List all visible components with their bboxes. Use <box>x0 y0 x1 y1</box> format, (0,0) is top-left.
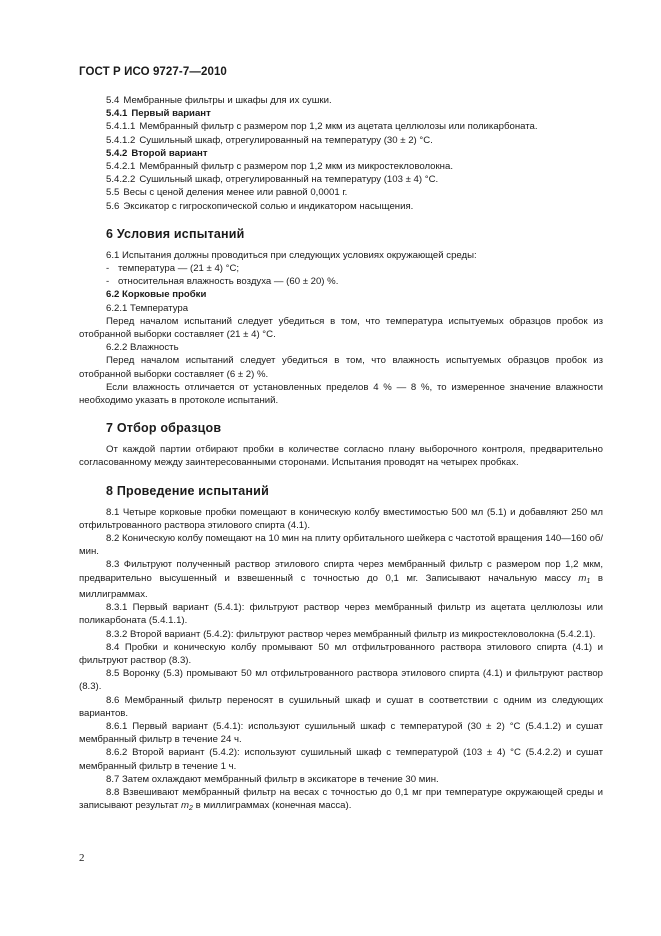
clause-8-6: 8.6 Мембранный фильтр переносят в сушильный шкаф и сушат в соответствии с одним из следующих вариантов. <box>79 694 603 719</box>
clause-8-4: 8.4 Пробки и коническую колбу промывают 50 мл отфильтрованного раствора этилового спирта (4.1) и фильтруют раствор (8.3). <box>79 641 603 666</box>
clause-6-2-1-heading: 6.2.1 Температура <box>106 302 189 314</box>
clause-number: 5.4.2.1 <box>106 161 136 173</box>
clause-number: 5.4.1.2 <box>106 134 136 146</box>
section-5-list <box>79 94 603 213</box>
clause-number: 5.4.2 <box>106 147 128 159</box>
clause-8-8-text: 8.8 Взвешивают мембранный фильтр на весах с точностью до 0,1 мг при температуре окружающей среды и записывают результат <box>79 786 603 812</box>
clause-8-8-tail: в миллиграммах (конечная масса). <box>192 800 352 812</box>
clause-5-4-2 <box>79 147 603 160</box>
mass-subscript: 1 <box>586 577 591 585</box>
section-7-text: От каждой партии отбирают пробки в количестве согласно плану выборочного контроля, предварительно согласованному между заинтересованными сторонами. Испытания проводят на четырех пробках. <box>79 444 603 469</box>
clause-number: 5.4 <box>106 95 120 106</box>
clause-6-2-heading: 6.2 Корковые пробки <box>106 289 207 301</box>
mass-variable: m <box>578 572 587 584</box>
clause-6-2-2-note: Если влажность отличается от установленных пределов 4 % — 8 %, то измеренное значение влажности необходимо указать в протоколе испытаний. <box>79 381 603 407</box>
clause-text: Сушильный шкаф, отрегулированный на температуру (30 ± 2) °С. <box>139 134 433 146</box>
clause-8-3-tail: в миллиграммах. <box>79 572 603 600</box>
clause-5-6 <box>79 200 603 213</box>
clause-5-4-2-1 <box>79 160 603 173</box>
page-header: ГОСТ Р ИСО 9727-7—2010 <box>79 66 227 78</box>
clause-text: Второй вариант <box>131 147 208 159</box>
clause-text: Сушильный шкаф, отрегулированный на температуру (103 ± 4) °С. <box>139 174 439 186</box>
section-8-title: 8 Проведение испытаний <box>106 483 269 498</box>
mass-variable: m <box>181 800 190 812</box>
clause-8-6-1: 8.6.1 Первый вариант (5.4.1): используют сушильный шкаф с температурой (30 ± 2) °С (5.4.1.2) и сушат мембранный фильтр в течение 24 ч. <box>79 720 603 746</box>
clause-number: 5.5 <box>106 187 120 199</box>
dash-mark: - <box>106 276 110 288</box>
clause-6-2-2-text: Перед началом испытаний следует убедиться в том, что влажность испытуемых образцов пробок из отобранной выборки составляет (6 ± 2) %. <box>79 355 603 380</box>
clause-5-4-2-2 <box>79 173 603 186</box>
condition-text: температура — (21 ± 4) °С; <box>118 263 240 275</box>
clause-text: Мембранные фильтры и шкафы для их сушки. <box>123 95 332 106</box>
clause-6-2-2-heading: 6.2.2 Влажность <box>106 342 179 354</box>
clause-text: Эксикатор с гигроскопической солью и индикатором насыщения. <box>123 200 414 212</box>
clause-number: 5.4.1 <box>106 108 128 120</box>
clause-8-1: 8.1 Четыре корковые пробки помещают в коническую колбу вместимостью 500 мл (5.1) и добавляют 250 мл отфильтрованного раствора этилового спирта (4.1). <box>79 506 603 531</box>
clause-number: 5.4.1.1 <box>106 121 136 133</box>
clause-8-2: 8.2 Коническую колбу помещают на 10 мин на плиту орбитального шейкера с частотой вращения 140—160 об/мин. <box>79 533 604 558</box>
clause-text: Мембранный фильтр с размером пор 1,2 мкм из микростекловолокна. <box>139 161 453 173</box>
clause-8-6-2: 8.6.2 Второй вариант (5.4.2): используют сушильный шкаф с температурой (103 ± 4) °С (5.4.2.2) и сушат мембранный фильтр в течение 1 ч. <box>79 747 603 772</box>
clause-number: 5.6 <box>106 200 120 212</box>
clause-8-7: 8.7 Затем охлаждают мембранный фильтр в эксикаторе в течение 30 мин. <box>106 773 439 785</box>
section-7-title: 7 Отбор образцов <box>106 421 222 436</box>
clause-text: Весы с ценой деления менее или равной 0,0001 г. <box>123 187 348 199</box>
clause-text: Первый вариант <box>131 108 211 120</box>
mass-subscript: 2 <box>189 805 193 813</box>
clause-8-3 <box>79 558 603 601</box>
condition-text: относительная влажность воздуха — (60 ± 20) %. <box>118 276 339 288</box>
page-content <box>79 94 603 815</box>
clause-5-4-1 <box>79 107 603 120</box>
clause-5-5 <box>79 186 603 199</box>
dash-mark: - <box>106 263 110 275</box>
clause-5-4-1-1 <box>79 120 603 133</box>
clause-8-3-1: 8.3.1 Первый вариант (5.4.1): фильтруют раствор через мембранный фильтр из ацетата целлюлозы или поликарбоната (5.4.1.1). <box>79 602 603 627</box>
clause-8-5: 8.5 Воронку (5.3) промывают 50 мл отфильтрованного раствора этилового спирта (4.1) и фильтруют раствор (8.3). <box>79 668 603 693</box>
clause-8-8 <box>79 786 603 815</box>
clause-5-4-1-2 <box>79 134 603 147</box>
section-6-title: 6 Условия испытаний <box>106 226 245 241</box>
clause-8-3-text: 8.3 Фильтруют полученный раствор этилового спирта через мембранный фильтр с размером пор 1,2 мкм, предварительно высушенный и взвешенный с точностью до 0,1 мг. Записывают начальную массу <box>79 559 603 584</box>
clause-number: 5.4.2.2 <box>106 174 136 186</box>
clause-6-2-1-text: Перед началом испытаний следует убедиться в том, что температура испытуемых образцов пробок из отобранной выборки составляет (21 ± 4) °С. <box>79 315 603 341</box>
condition-temperature <box>79 262 603 275</box>
condition-humidity <box>79 275 603 288</box>
clause-5-4 <box>79 94 603 107</box>
clause-text: Мембранный фильтр с размером пор 1,2 мкм из ацетата целлюлозы или поликарбоната. <box>139 121 538 133</box>
clause-6-1: 6.1 Испытания должны проводиться при следующих условиях окружающей среды: <box>106 249 477 261</box>
clause-8-3-2: 8.3.2 Второй вариант (5.4.2): фильтруют раствор через мембранный фильтр из микростекловолокна (5.4.2.1). <box>106 628 596 640</box>
page-number: 2 <box>79 852 85 864</box>
